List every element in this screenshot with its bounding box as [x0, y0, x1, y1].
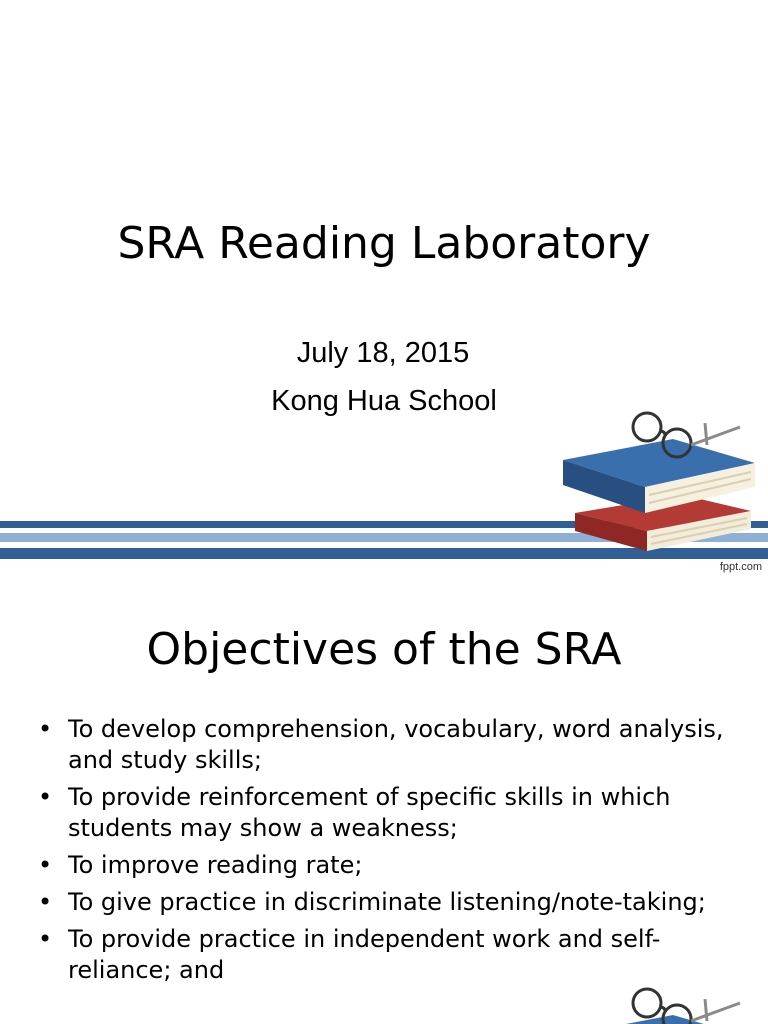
bullet-icon: •: [38, 783, 53, 811]
bullet-icon: •: [38, 851, 53, 879]
list-item: • To give practice in discriminate listening/note-taking;: [38, 888, 706, 916]
books-and-glasses-icon: [555, 405, 768, 565]
list-item: • To provide reinforcement of specific skills in which students may show a weakness;: [38, 783, 671, 842]
bullet-icon: •: [38, 715, 53, 743]
list-item: • To improve reading rate;: [38, 851, 363, 879]
bullet-icon: •: [38, 888, 53, 916]
bullet-icon: •: [38, 925, 53, 953]
slide-school: Kong Hua School: [271, 385, 497, 417]
objectives-list: [0, 714, 740, 992]
objectives-slide: [0, 576, 768, 1024]
list-item: • To provide practice in independent work and self-reliance; and: [38, 925, 661, 984]
objectives-title: Objectives of the SRA: [146, 624, 622, 675]
slide-date: July 18, 2015: [296, 337, 470, 369]
books-and-glasses-icon: [555, 981, 768, 1024]
list-item: • To develop comprehension, vocabulary, word analysis, and study skills;: [38, 715, 724, 774]
slide-title: SRA Reading Laboratory: [117, 218, 651, 269]
fppt-credit: fppt.com: [719, 561, 762, 573]
